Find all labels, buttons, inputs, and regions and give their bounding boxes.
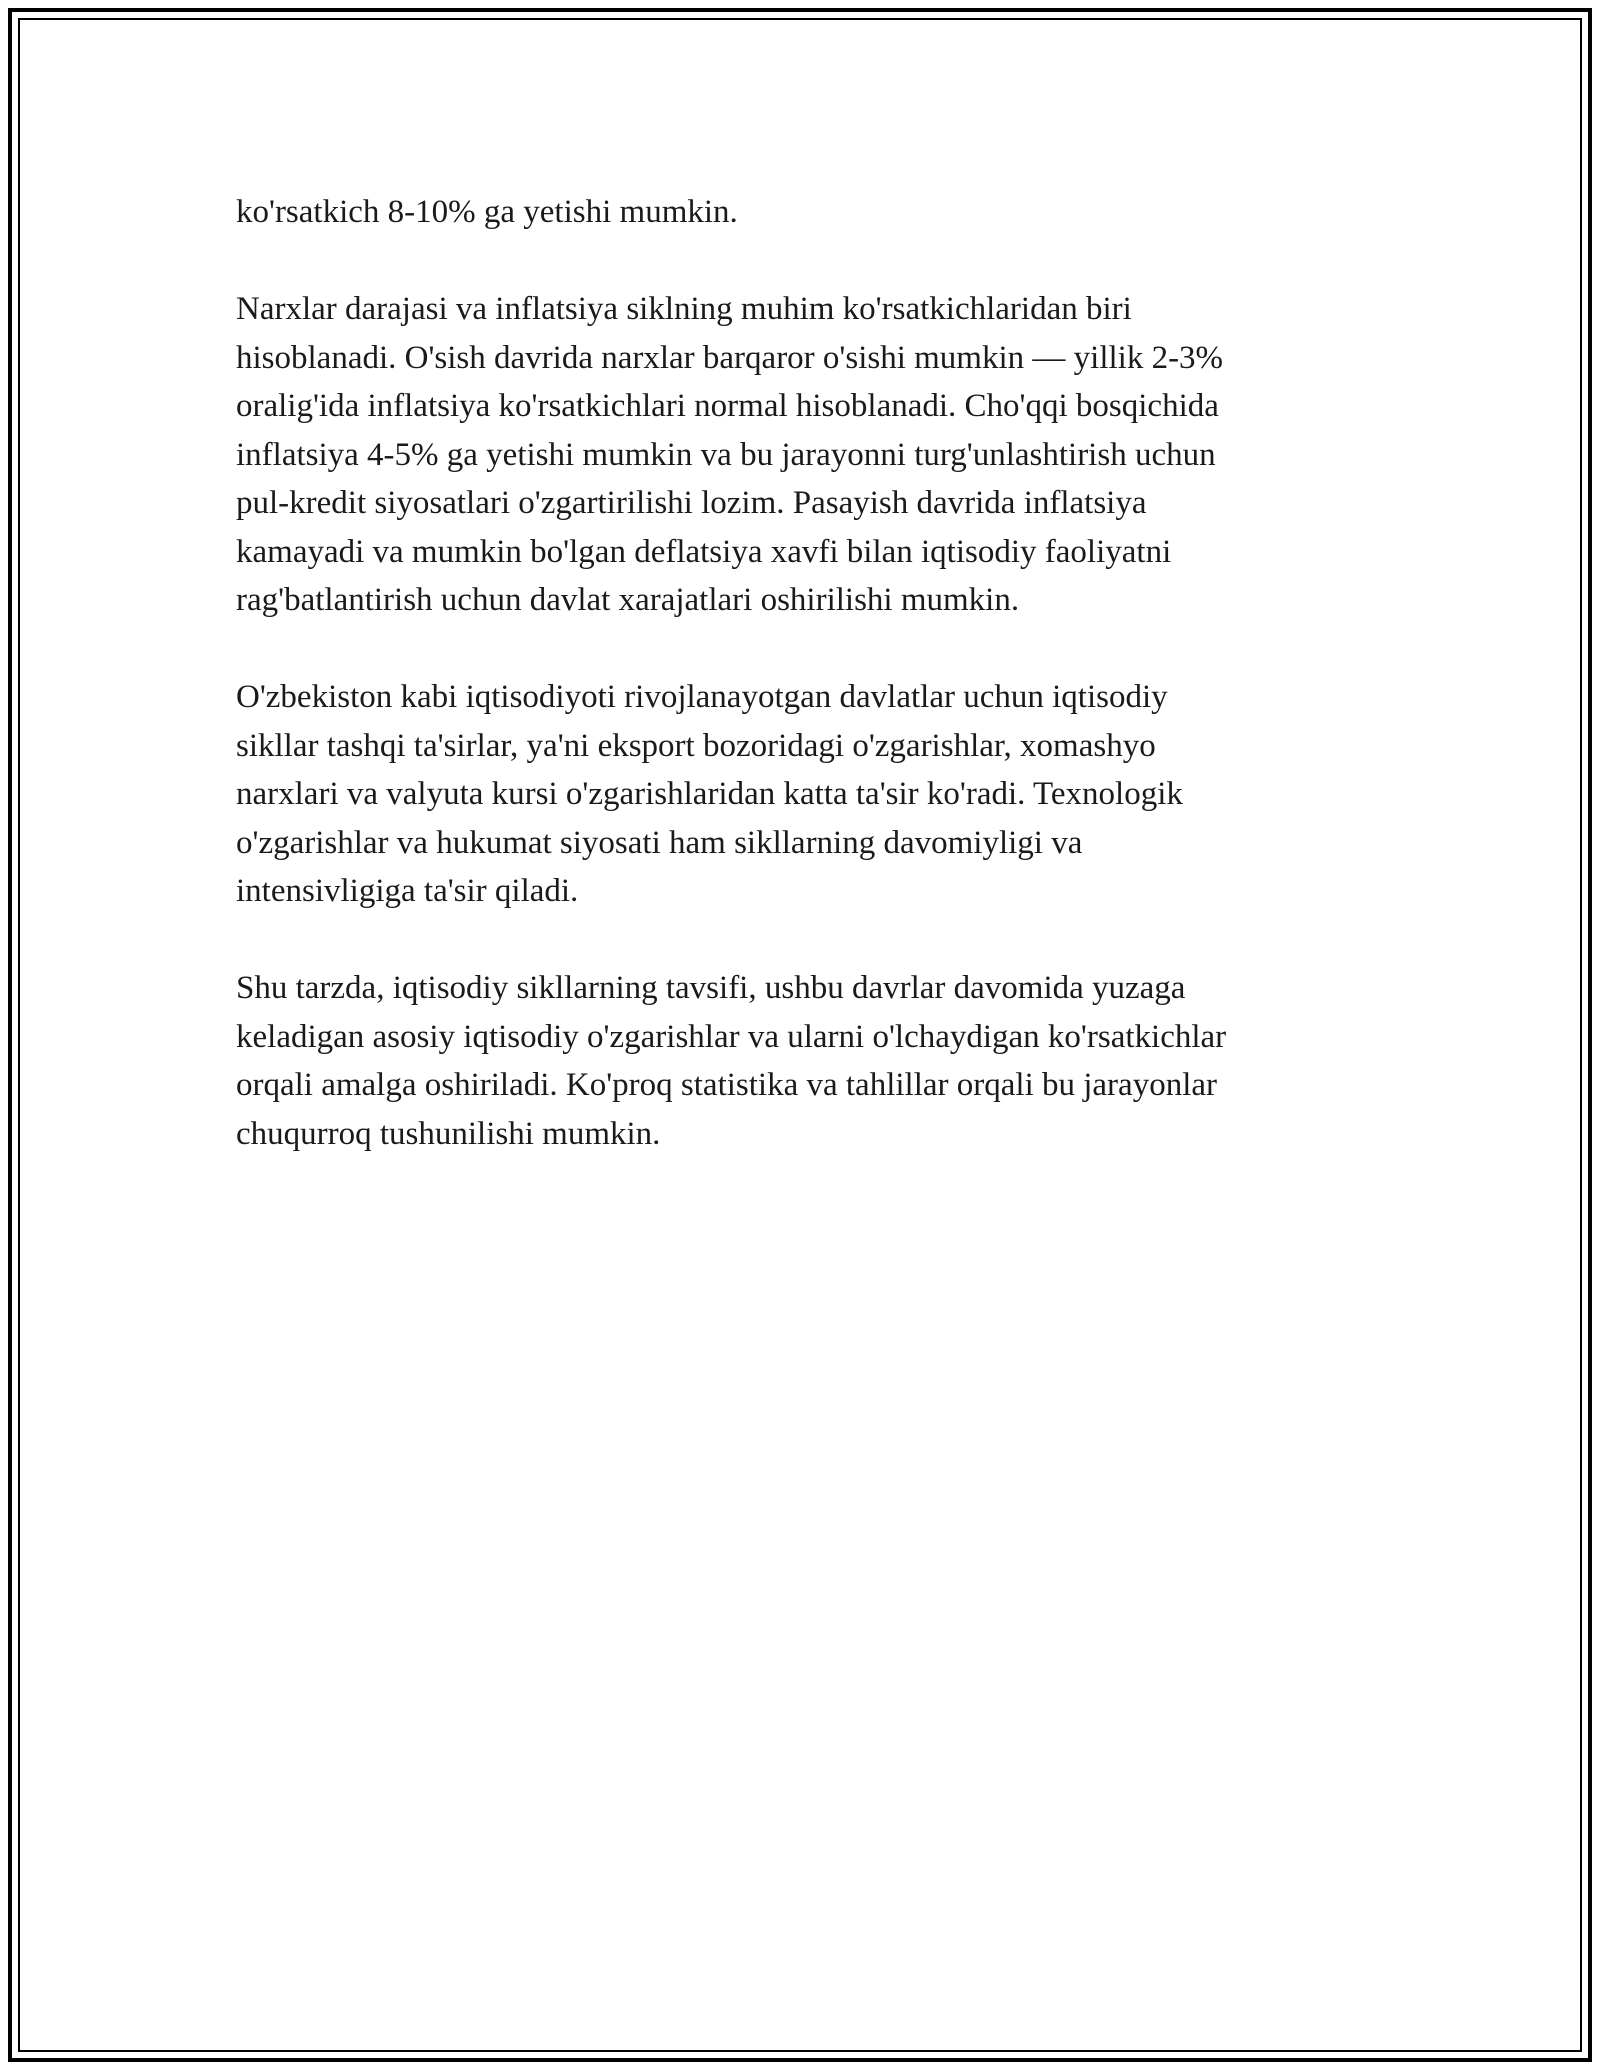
paragraph-1: ko'rsatkich 8-10% ga yetishi mumkin. <box>236 194 738 230</box>
paragraph-4: Shu tarzda, iqtisodiy sikllarning tavsifi, ushbu davrlar davomida yuzaga keladigan asosiy iqtisodiy o'zgarishlar va ularni o'lchaydigan ko'rsatkichlar orqali amalga oshiriladi. Ko'proq statistika va tahlillar orqali bu jarayonlar chuqurroq tushunilishi mumkin. <box>236 970 1227 1152</box>
paragraph-3: O'zbekiston kabi iqtisodiyoti rivojlanayotgan davlatlar uchun iqtisodiy sikllar tashqi ta'sirlar, ya'ni eksport bozoridagi o'zgarishlar, xomashyo narxlari va valyuta kursi o'zgarishlaridan katta ta'sir ko'radi. Texnologik o'zgarishlar va hukumat siyosati ham sikllarning davomiyligi va intensivligiga ta'sir qiladi. <box>236 679 1183 909</box>
paragraph-2: Narxlar darajasi va inflatsiya siklning muhim ko'rsatkichlaridan biri hisoblanadi. O'sish davrida narxlar barqaror o'sishi mumkin — yillik 2-3% oralig'ida inflatsiya ko'rsatkichlari normal hisoblanadi. Cho'qqi bosqichida inflatsiya 4-5% ga yetishi mumkin va bu jarayonni turg'unlashtirish uchun pul-kredit siyosatlari o'zgartirilishi lozim. Pasayish davrida inflatsiya kamayadi va mumkin bo'lgan deflatsiya xavfi bilan iqtisodiy faoliyatni rag'batlantirish uchun davlat xarajatlari oshirilishi mumkin. <box>236 291 1224 618</box>
document-body <box>236 188 1376 1207</box>
